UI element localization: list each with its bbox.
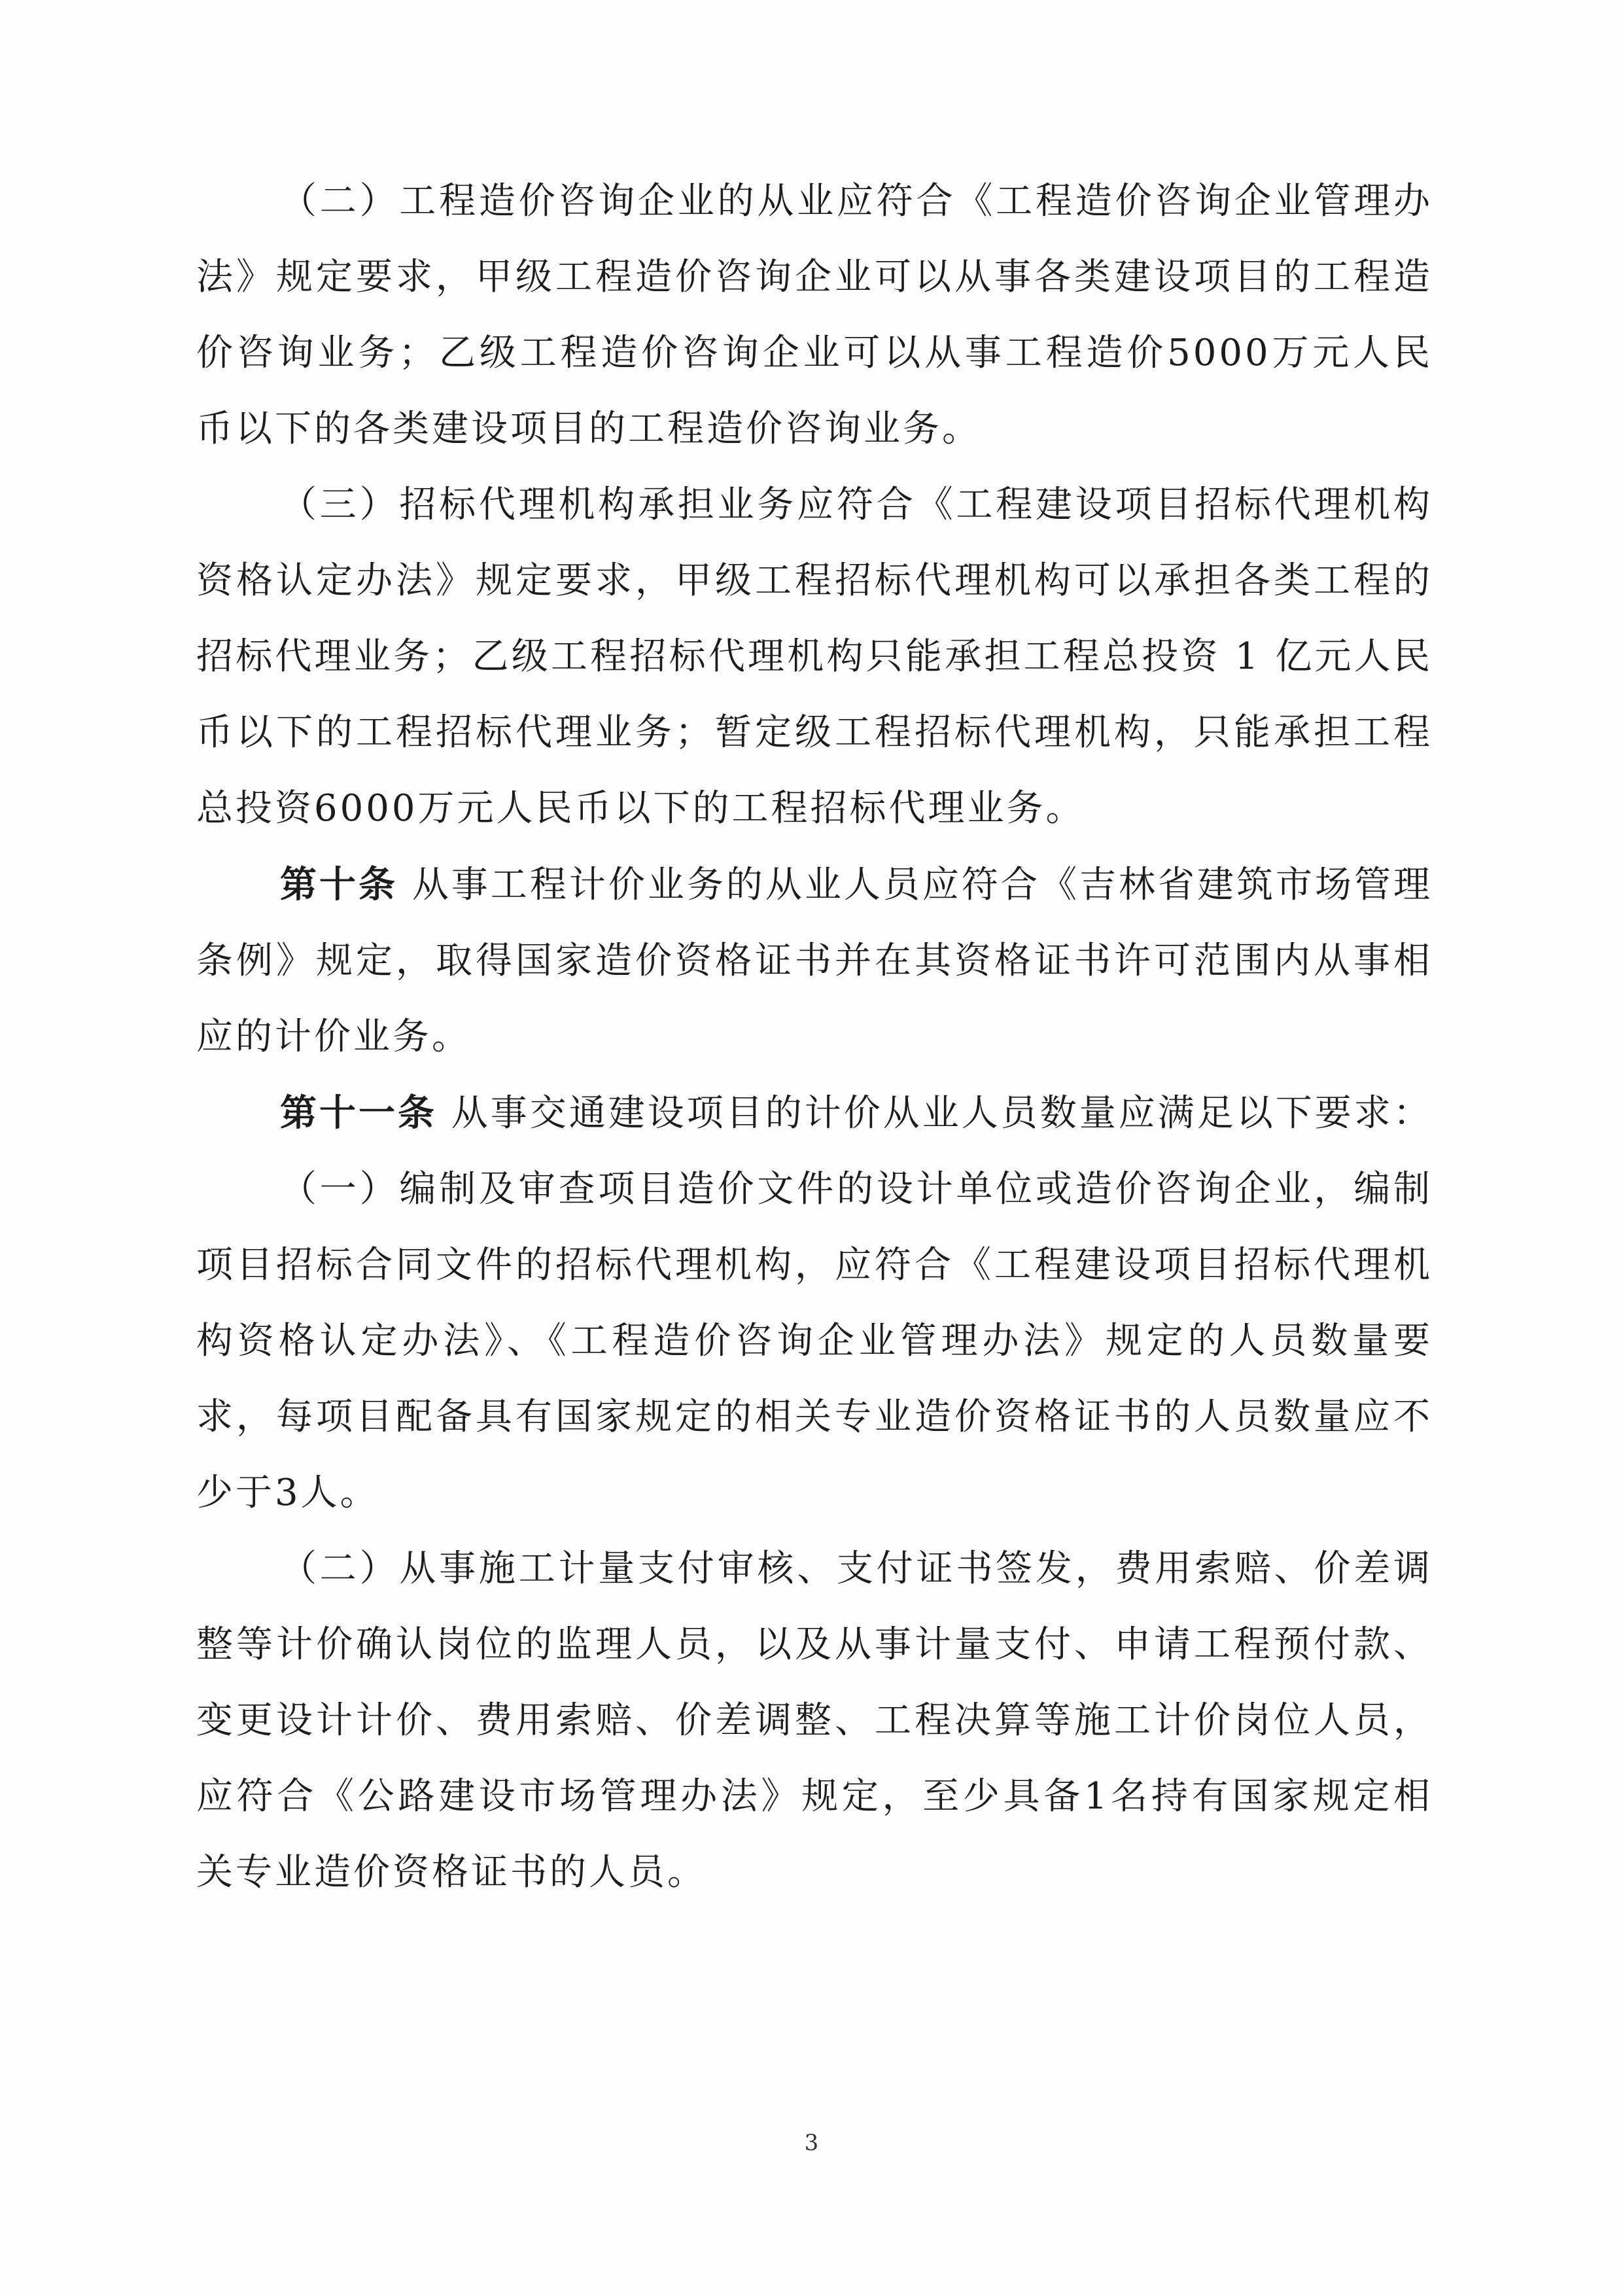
article-11-item-1 <box>196 1152 1433 1531</box>
paragraph-text: 从事交通建设项目的计价从业人员数量应满足以下要求： <box>437 1092 1433 1135</box>
document-body <box>196 164 1433 1911</box>
page-number: 3 <box>804 2130 819 2156</box>
paragraph-text: （二）从事施工计量支付审核、支付证书签发，费用索赔、价差调整等计价确认岗位的监理人员，以及从事计量支付、申请工程预付款、变更设计计价、费用索赔、价差调整、工程决算等施工计价岗位人员，应符合《公路建设市场管理办法》规定，至少具备1名持有国家规定相关专业造价资格证书的人员。 <box>196 1547 1433 1894</box>
paragraph-text: 从事工程计价业务的从业人员应符合《吉林省建筑市场管理条例》规定，取得国家造价资格证书并在其资格证书许可范围内从事相应的计价业务。 <box>196 864 1433 1058</box>
article-11-item-2 <box>196 1531 1433 1911</box>
article-heading: 第十条 <box>280 863 398 906</box>
paragraph-2 <box>196 164 1433 467</box>
paragraph-text: （三）招标代理机构承担业务应符合《工程建设项目招标代理机构资格认定办法》规定要求，甲级工程招标代理机构可以承担各类工程的招标代理业务；乙级工程招标代理机构只能承担工程总投资 1 亿元人民币以下的工程招标代理业务；暂定级工程招标代理机构，只能承担工程总投资6000万元人民币以下的工程招标代理业务。 <box>196 484 1433 830</box>
paragraph-3 <box>196 467 1433 847</box>
article-heading: 第十一条 <box>280 1091 437 1135</box>
article-10 <box>196 847 1433 1075</box>
article-11 <box>196 1075 1433 1152</box>
paragraph-text: （二）工程造价咨询企业的从业应符合《工程造价咨询企业管理办法》规定要求，甲级工程造价咨询企业可以从事各类建设项目的工程造价咨询业务；乙级工程造价咨询企业可以从事工程造价5000万元人民币以下的各类建设项目的工程造价咨询业务。 <box>196 180 1433 450</box>
paragraph-text: （一）编制及审查项目造价文件的设计单位或造价咨询企业，编制项目招标合同文件的招标代理机构，应符合《工程建设项目招标代理机构资格认定办法》、《工程造价咨询企业管理办法》规定的人员数量要求，每项目配备具有国家规定的相关专业造价资格证书的人员数量应不少于3人。 <box>196 1168 1433 1514</box>
